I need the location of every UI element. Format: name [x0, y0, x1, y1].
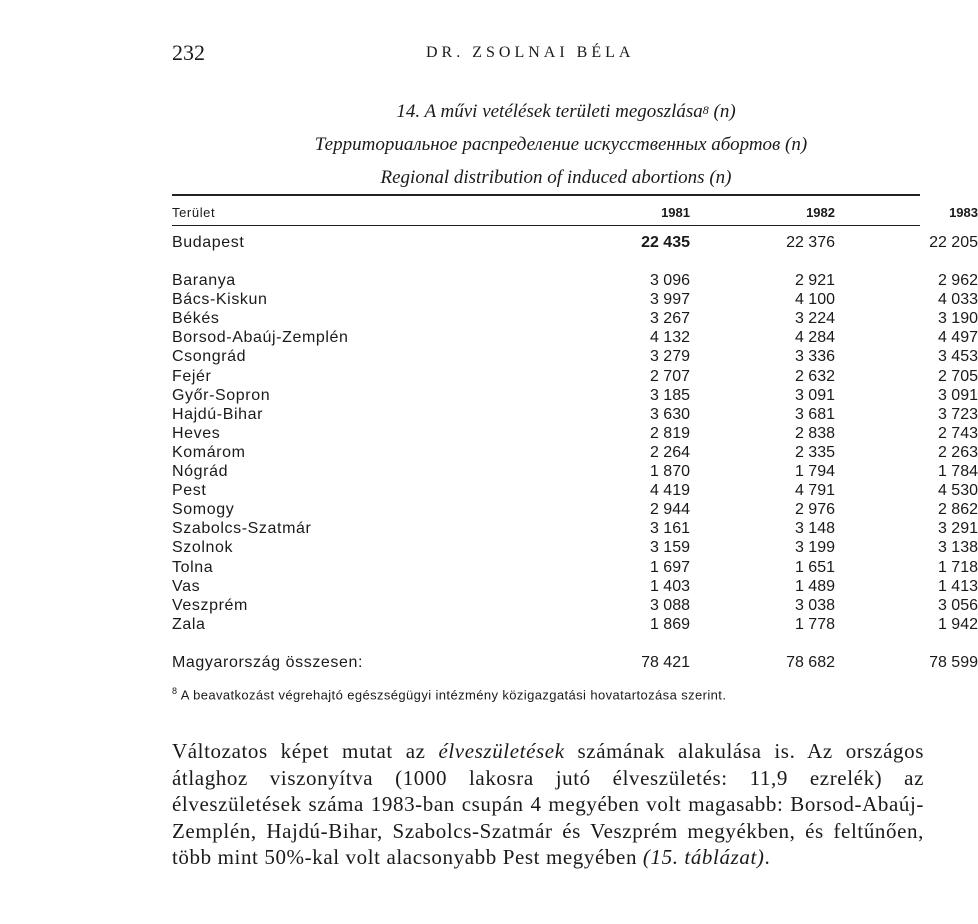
value-1981: 3 096 [649, 272, 690, 289]
value-1982: 1 651 [794, 558, 835, 576]
value-1981: 3 159 [649, 539, 690, 557]
title-russian: Территориальное распределение искусственных абортов (n) [314, 134, 808, 155]
value-1981: 1 869 [649, 615, 690, 633]
region-name: Somogy [172, 501, 235, 519]
value-1982: 3 336 [794, 348, 835, 366]
value-1982: 3 681 [794, 405, 835, 423]
table-row [172, 558, 978, 577]
value-1981: 2 707 [649, 367, 690, 385]
paragraph-part-3: . [764, 845, 771, 869]
table-row [172, 519, 978, 538]
table-row [172, 290, 978, 309]
footnote-text: A beavatkozást végrehajtó egészségügyi intézmény közigazgatási hovatartozása szerint. [180, 687, 727, 703]
value-1983: 3 723 [937, 405, 978, 423]
table-top-rule [172, 194, 920, 196]
table-row [172, 481, 978, 500]
value-1983: 1 784 [937, 463, 978, 480]
title-hungarian-text: A művi vetélések területi megoszlása [424, 101, 703, 122]
value-1982: 3 148 [794, 520, 835, 538]
value-1981: 4 419 [649, 482, 690, 500]
header-region: Terület [172, 205, 216, 220]
title-hungarian-suffix: (n) [708, 101, 736, 122]
value-1983: 2 862 [937, 501, 978, 519]
value-1983: 4 530 [937, 482, 978, 500]
table-title [172, 100, 920, 199]
table-row-budapest [172, 233, 978, 252]
title-hungarian [172, 100, 920, 133]
paragraph-emphasis-2: (15. táblázat) [642, 845, 765, 869]
total-1983: 78 599 [929, 654, 978, 671]
table-number: 14. [396, 101, 421, 122]
value-1981: 22 435 [641, 234, 690, 251]
table-row [172, 367, 978, 386]
region-name: Csongrád [172, 348, 247, 366]
value-1981: 3 997 [649, 291, 690, 309]
value-1983: 2 263 [937, 443, 978, 461]
value-1983: 4 497 [937, 329, 978, 347]
value-1981: 3 185 [649, 386, 690, 404]
value-1982: 3 038 [794, 596, 835, 614]
value-1982: 4 284 [794, 329, 835, 347]
value-1981: 4 132 [649, 329, 690, 347]
region-name: Szolnok [172, 539, 234, 557]
value-1983: 2 705 [937, 367, 978, 385]
header-1983: 1983 [949, 205, 978, 220]
paragraph-part-1: Változatos képet mutat az [172, 739, 439, 763]
table-row [172, 309, 978, 328]
value-1982: 4 100 [794, 291, 835, 309]
value-1983: 1 718 [937, 558, 978, 576]
region-name: Hajdú-Bihar [172, 405, 264, 423]
footnote-marker: 8 [172, 686, 178, 696]
value-1981: 1 870 [649, 463, 690, 480]
header-1982: 1982 [806, 205, 835, 220]
paragraph-part-2: számának alakulása is. Az országos átlaghoz viszonyítva (1000 lakosra jutó élveszületés: 11,9 ezrelék) az élveszületések száma 1983-ban csupán 4 megyében volt magasabb: Borsod-Abaúj-Zemplén, Hajdú-Bihar, Szabolcs-Szatmár és Veszprém megyékben, és feltűnően, több mint 50%-kal volt alacsonyabb Pest megyében [172, 739, 924, 869]
value-1981: 3 279 [649, 348, 690, 366]
value-1983: 3 453 [937, 348, 978, 366]
body-paragraph [172, 738, 924, 871]
value-1983: 3 138 [937, 539, 978, 557]
value-1981: 3 267 [649, 310, 690, 328]
value-1981: 3 630 [649, 405, 690, 423]
region-name: Nógrád [172, 463, 229, 480]
table-row [172, 615, 978, 634]
table-row [172, 443, 978, 462]
value-1982: 3 091 [794, 386, 835, 404]
total-label: Magyarország összesen: [172, 654, 364, 671]
value-1983: 3 291 [937, 520, 978, 538]
value-1982: 3 224 [794, 310, 835, 328]
value-1983: 2 962 [937, 272, 978, 289]
table-row [172, 328, 978, 347]
value-1982: 2 838 [794, 424, 835, 442]
value-1982: 1 778 [794, 615, 835, 633]
value-1983: 1 413 [937, 577, 978, 595]
table-row [172, 500, 978, 519]
value-1983: 4 033 [937, 291, 978, 309]
value-1982: 2 632 [794, 367, 835, 385]
value-1982: 2 976 [794, 501, 835, 519]
value-1982: 22 376 [786, 234, 835, 251]
table-row [172, 271, 978, 290]
page-number: 232 [172, 40, 205, 65]
region-name: Heves [172, 424, 221, 442]
value-1982: 1 489 [794, 577, 835, 595]
table-row [172, 347, 978, 366]
footnote [172, 683, 924, 703]
value-1983: 3 091 [937, 386, 978, 404]
region-name: Borsod-Abaúj-Zemplén [172, 329, 349, 347]
region-name: Pest [172, 482, 207, 500]
region-name: Baranya [172, 272, 236, 289]
paragraph-emphasis-1: élveszületések [438, 739, 565, 763]
value-1982: 3 199 [794, 539, 835, 557]
value-1982: 4 791 [794, 482, 835, 500]
total-1981: 78 421 [641, 654, 690, 671]
value-1982: 2 921 [794, 272, 835, 289]
table-row [172, 577, 978, 596]
running-head: DR. ZSOLNAI BÉLA [426, 44, 635, 61]
value-1981: 1 403 [649, 577, 690, 595]
value-1983: 3 056 [937, 596, 978, 614]
region-name: Vas [172, 577, 201, 595]
value-1983: 3 190 [937, 310, 978, 328]
value-1981: 2 264 [649, 443, 690, 461]
region-name: Szabolcs-Szatmár [172, 520, 312, 538]
table-row [172, 462, 978, 481]
header-1981: 1981 [661, 205, 690, 220]
value-1983: 2 743 [937, 424, 978, 442]
total-1982: 78 682 [786, 654, 835, 671]
value-1982: 2 335 [794, 443, 835, 461]
value-1982: 1 794 [794, 463, 835, 480]
value-1983: 22 205 [929, 234, 978, 251]
table-header-row [172, 203, 978, 222]
region-name: Győr-Sopron [172, 386, 271, 404]
value-1981: 1 697 [649, 558, 690, 576]
region-name: Budapest [172, 234, 245, 251]
value-1981: 3 088 [649, 596, 690, 614]
table-header-rule [172, 225, 920, 226]
table-row-total [172, 653, 978, 672]
region-name: Komárom [172, 443, 246, 461]
table-row [172, 386, 978, 405]
region-name: Veszprém [172, 596, 248, 614]
table-row [172, 596, 978, 615]
title-english: Regional distribution of induced abortions (n) [380, 167, 732, 188]
value-1981: 3 161 [649, 520, 690, 538]
region-name: Zala [172, 615, 206, 633]
region-name: Bács-Kiskun [172, 291, 268, 309]
value-1983: 1 942 [937, 615, 978, 633]
region-name: Fejér [172, 367, 212, 385]
table-row [172, 424, 978, 443]
title-footnote-ref: 8 [702, 103, 709, 117]
table-row [172, 405, 978, 424]
region-name: Tolna [172, 558, 214, 576]
value-1981: 2 944 [649, 501, 690, 519]
value-1981: 2 819 [649, 424, 690, 442]
table-row [172, 538, 978, 557]
region-name: Békés [172, 310, 220, 328]
